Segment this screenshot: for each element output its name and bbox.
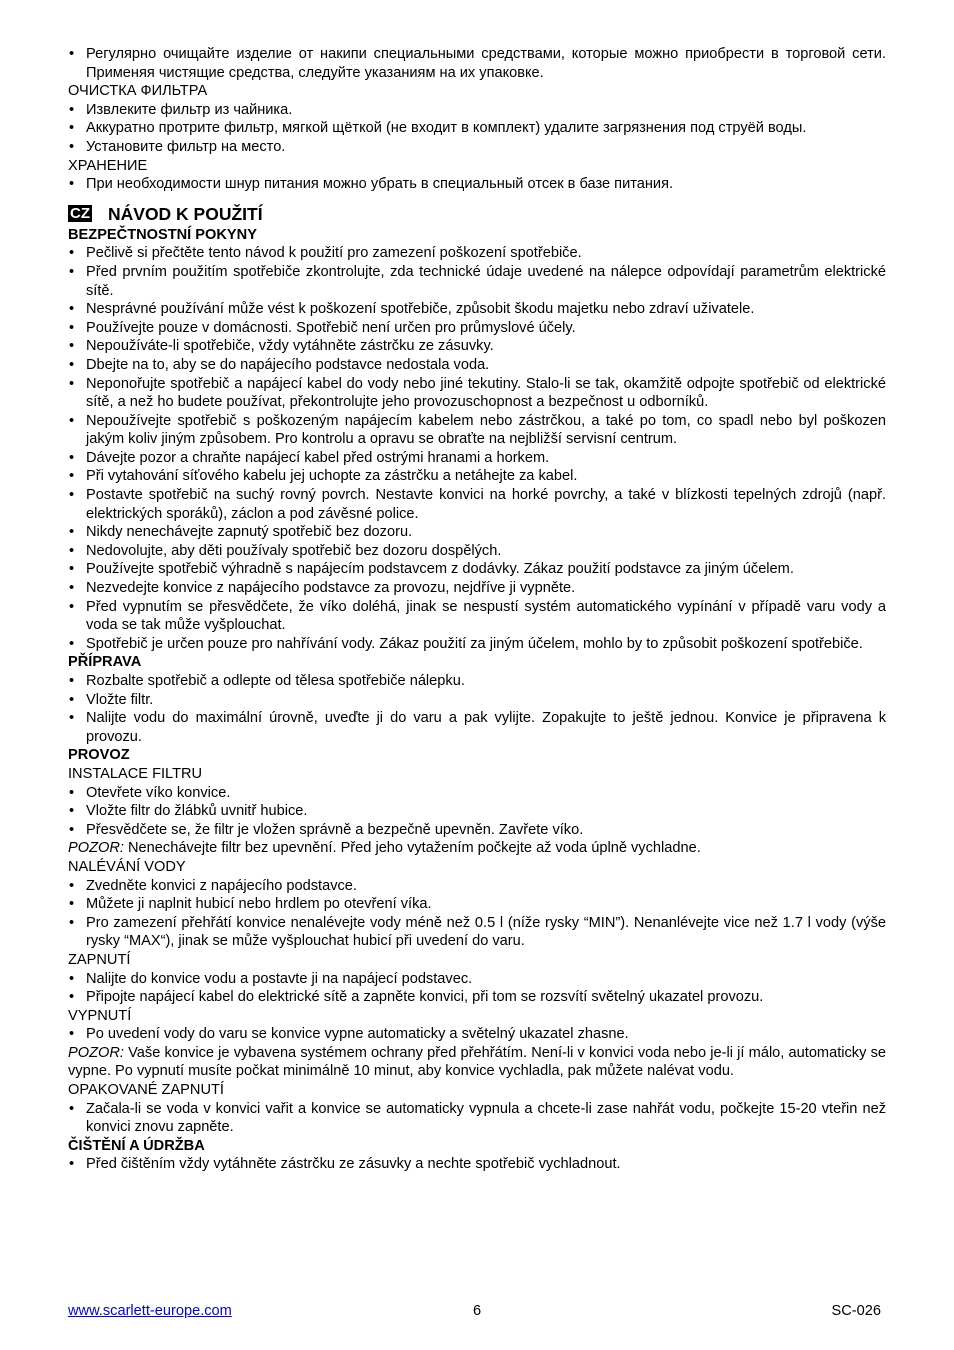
page-number: 6: [473, 1303, 482, 1319]
switch-off-list: [68, 1025, 886, 1044]
list-item: • Nepoužívejte spotřebič s poškozeným napájecím kabelem nebo zástrčkou, a také po tom, co spadl nebo byl poškozen jakým koliv jiným způsobem. Pro kontrolu a opravu se obraťte na nejbližší servisní centrum.: [68, 412, 886, 449]
filter-list: [68, 784, 886, 840]
list-item: • Nedovolujte, aby děti používaly spotřebič bez dozoru dospělých.: [68, 542, 886, 561]
subsection-heading: ZAPNUTÍ: [68, 951, 131, 968]
list-item: • Před čištěním vždy vytáhněte zástrčku ze zásuvky a nechte spotřebič vychladnout.: [68, 1155, 886, 1174]
list-item: • Začala-li se voda v konvici vařit a konvice se automaticky vypnula a chcete-li zase nahřát vodu, počkejte 15-20 vteřin než konvici znovu zapněte.: [68, 1100, 886, 1137]
list-item: • Nalijte vodu do maximální úrovně, uveďte ji do varu a pak vylijte. Zopakujte to ještě jednou. Konvice je připravena k provozu.: [68, 709, 886, 746]
preparation-list: [68, 672, 886, 746]
note-text: Vaše konvice je vybavena systémem ochrany před přehřátím. Není-li v konvici voda nebo je-li jí málo, automaticky se vypne. Po vypnutí musíte počkat minimálně 10 minut, aby konvice vychladla, pak můžete nalévat vodu.: [68, 1044, 886, 1080]
subsection-heading: ОЧИСТКА ФИЛЬТРА: [68, 83, 208, 100]
subsection-heading: PROVOZ: [68, 747, 130, 764]
page-footer: [68, 1303, 886, 1323]
subsection-heading: NALÉVÁNÍ VODY: [68, 858, 186, 875]
section-title: [68, 203, 886, 225]
list-item: • Zvedněte konvici z napájecího podstavce.: [68, 877, 886, 896]
list-item: • Nalijte do konvice vodu a postavte ji na napájecí podstavec.: [68, 970, 886, 989]
safety-list: [68, 244, 886, 653]
list-item: • При необходимости шнур питания можно убрать в специальный отсек в базе питания.: [68, 175, 886, 194]
filling-list: [68, 877, 886, 951]
section-title-text: NÁVOD K POUŽITÍ: [108, 203, 263, 224]
list-item: • Otevřete víko konvice.: [68, 784, 886, 803]
list-item: • Извлеките фильтр из чайника.: [68, 101, 886, 120]
list-item: • Můžete ji naplnit hubicí nebo hrdlem po otevření víka.: [68, 895, 886, 914]
subsection-heading: VYPNUTÍ: [68, 1007, 132, 1024]
subsection-heading: INSTALACE FILTRU: [68, 765, 203, 782]
list-item: • Před vypnutím se přesvědčete, že víko doléhá, jinak se nespustí systém automatického vypínání v případě varu vody a voda se tak může vyšplouchat.: [68, 598, 886, 635]
list-item: • Nikdy nenechávejte zapnutý spotřebič bez dozoru.: [68, 523, 886, 542]
list-item: • Pečlivě si přečtěte tento návod k použití pro zamezení poškození spotřebiče.: [68, 244, 886, 263]
website-link[interactable]: www.scarlett-europe.com: [68, 1303, 232, 1319]
switch-on-list: [68, 970, 886, 1007]
list-item: • Установите фильтр на место.: [68, 138, 886, 157]
cleaning-list: [68, 1155, 886, 1174]
subsection-heading: ХРАНЕНИЕ: [68, 157, 148, 174]
list-item: • Rozbalte spotřebič a odlepte od tělesa spotřebiče nálepku.: [68, 672, 886, 691]
note: [68, 839, 886, 858]
note: [68, 1044, 886, 1081]
note-text: Nenechávejte filtr bez upevnění. Před jeho vytažením počkejte až voda úplně vychladne.: [128, 840, 701, 857]
list-item: • Přesvědčete se, že filtr je vložen správně a bezpečně upevněn. Zavřete víko.: [68, 821, 886, 840]
model-number: SC-026: [831, 1303, 881, 1319]
note-label: POZOR:: [68, 840, 124, 857]
note-label: POZOR:: [68, 1044, 124, 1061]
list-item: • Nesprávné používání může vést k poškození spotřebiče, způsobit škodu majetku nebo zdraví uživatele.: [68, 300, 886, 319]
list-item: • Nezvedejte konvice z napájecího podstavce za provozu, nejdříve ji vypněte.: [68, 579, 886, 598]
list-item: • Před prvním použitím spotřebiče zkontrolujte, zda technické údaje uvedené na nálepce odpovídají parametrům elektrické sítě.: [68, 263, 886, 300]
list-item: • Neponořujte spotřebič a napájecí kabel do vody nebo jiné tekutiny. Stalo-li se tak, okamžitě odpojte spotřebič od elektrické sítě, a než ho budete používat, překontrolujte jeho provozuschopnost a bezpečnost u odborníků.: [68, 375, 886, 412]
subsection-heading: OPAKOVANÉ ZAPNUTÍ: [68, 1082, 224, 1099]
list-item: • Připojte napájecí kabel do elektrické sítě a zapněte konvici, při tom se rozsvítí světelný ukazatel provozu.: [68, 988, 886, 1007]
language-badge: CZ: [70, 205, 90, 223]
list-item: • Nepoužíváte-li spotřebiče, vždy vytáhněte zástrčku ze zásuvky.: [68, 337, 886, 356]
repeat-list: [68, 1100, 886, 1137]
manual-page-content: [68, 45, 886, 1174]
list-item: • Spotřebič je určen pouze pro nahřívání vody. Zákaz použití za jiným účelem, mohlo by to způsobit poškození spotřebiče.: [68, 635, 886, 654]
subsection-heading: ČIŠTĚNÍ A ÚDRŽBA: [68, 1137, 205, 1154]
list-item: • Používejte pouze v domácnosti. Spotřebič není určen pro průmyslové účely.: [68, 319, 886, 338]
subsection-heading: BEZPEČTNOSTNÍ POKYNY: [68, 226, 257, 243]
list-item: • Dbejte na to, aby se do napájecího podstavce nedostala voda.: [68, 356, 886, 375]
list-item: • Pro zamezení přehřátí konvice nenalévejte vody méně než 0.5 l (níže rysky “MIN”). Nenanlévejte vice než 1.7 l vody (výše rysky “MAX“), jinak se může vyšplouchat hubicí při uvedení do varu.: [68, 914, 886, 951]
list-item: • Dávejte pozor a chraňte napájecí kabel před ostrými hranami a horkem.: [68, 449, 886, 468]
list-item: • Vložte filtr.: [68, 691, 886, 710]
subsection-heading: PŘÍPRAVA: [68, 654, 142, 671]
list-item: • Po uvedení vody do varu se konvice vypne automaticky a světelný ukazatel zhasne.: [68, 1025, 886, 1044]
list-item: • Postavte spotřebič na suchý rovný povrch. Nestavte konvici na horké povrchy, a také v blízkosti tepelných zdrojů (např. elektrických sporáků), záclon a pod závěsné police.: [68, 486, 886, 523]
list-item: • Při vytahování síťového kabelu jej uchopte za zástrčku a netáhejte za kabel.: [68, 467, 886, 486]
list-item: • Аккуратно протрите фильтр, мягкой щёткой (не входит в комплект) удалите загрязнения под струёй воды.: [68, 119, 886, 138]
list-item: • Регулярно очищайте изделие от накипи специальными средствами, которые можно приобрести в торговой сети. Применяя чистящие средства, следуйте указаниям на их упаковке.: [68, 45, 886, 82]
list-item: • Vložte filtr do žlábků uvnitř hubice.: [68, 802, 886, 821]
list-item: • Používejte spotřebič výhradně s napájecím podstavcem z dodávky. Zákaz použití podstavce za jiným účelem.: [68, 560, 886, 579]
